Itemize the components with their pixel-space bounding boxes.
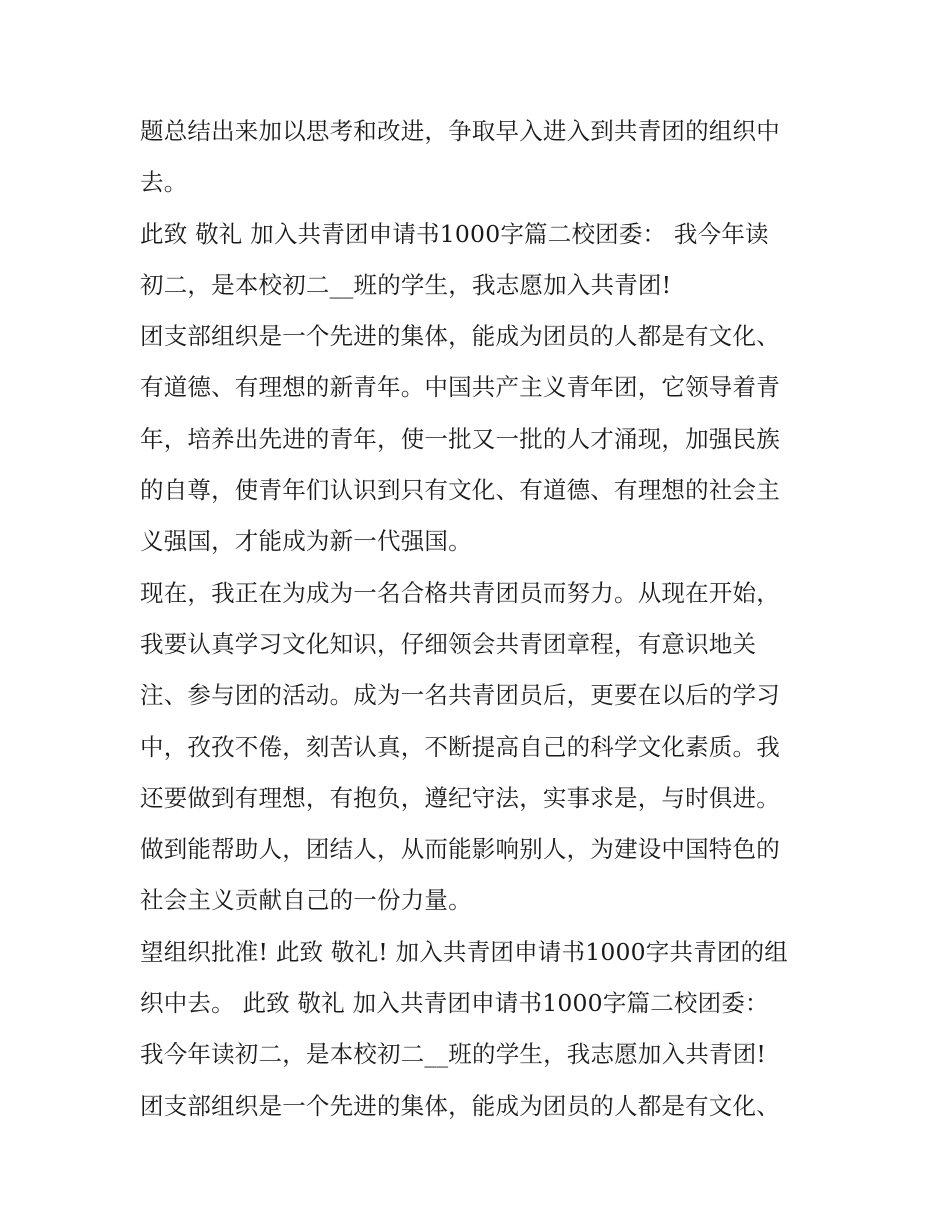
- text-line: 注、参与团的活动。成为一名共青团员后，更要在以后的学习: [140, 681, 780, 710]
- text-line: 中，孜孜不倦，刻苦认真，不断提高自己的科学文化素质。我: [140, 732, 780, 761]
- text-line: 义强国，才能成为新一代强国。: [140, 527, 472, 556]
- document-body: [140, 106, 820, 1132]
- text-line: 还要做到有理想，有抱负，遵纪守法，实事求是，与时俱进。: [140, 783, 780, 812]
- text-line: 有道德、有理想的新青年。中国共产主义青年团，它领导着青: [140, 373, 780, 402]
- text-line: 我要认真学习文化知识，仔细领会共青团章程，有意识地关: [140, 629, 757, 658]
- text-line: 团支部组织是一个先进的集体，能成为团员的人都是有文化、: [140, 1091, 780, 1120]
- text-line: 的自尊，使青年们认识到只有文化、有道德、有理想的社会主: [140, 476, 780, 505]
- text-line: 初二，是本校初二__班的学生，我志愿加入共青团!: [140, 270, 672, 299]
- text-line: 此致 敬礼 加入共青团申请书1000字篇二校团委： 我今年读: [140, 219, 769, 248]
- text-line: 年，培养出先进的青年，使一批又一批的人才涌现，加强民族: [140, 424, 780, 453]
- text-line: 织中去。 此致 敬礼 加入共青团申请书1000字篇二校团委：: [140, 989, 769, 1018]
- text-line: 团支部组织是一个先进的集体，能成为团员的人都是有文化、: [140, 322, 780, 351]
- text-line: 社会主义贡献自己的一份力量。: [140, 886, 472, 915]
- text-line: 现在，我正在为成为一名合格共青团员而努力。从现在开始，: [140, 578, 780, 607]
- text-line: 题总结出来加以思考和改进，争取早入进入到共青团的组织中: [140, 117, 780, 145]
- text-line: 做到能帮助人，团结人，从而能影响别人，为建设中国特色的: [140, 835, 780, 864]
- text-line: 去。: [140, 168, 188, 197]
- text-line: 我今年读初二，是本校初二__班的学生，我志愿加入共青团!: [140, 1040, 767, 1069]
- text-line: 望组织批准! 此致 敬礼! 加入共青团申请书1000字共青团的组: [140, 937, 789, 966]
